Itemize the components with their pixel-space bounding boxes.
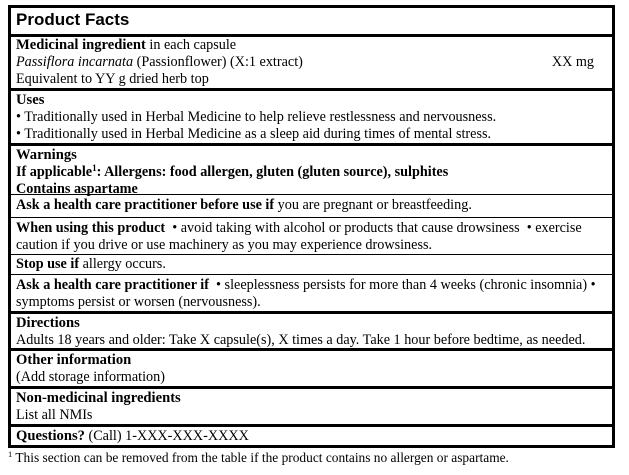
stop-use-label: Stop use if	[16, 255, 80, 272]
directions-text: Adults 18 years and older: Take X capsule(s), X times a day. Take 1 hour before bedtime, as needed.	[16, 332, 586, 349]
ask-practitioner-label: Ask a health care practitioner if	[16, 277, 209, 294]
other-information-text: (Add storage information)	[16, 369, 165, 386]
ingredient-name	[16, 54, 303, 71]
ask-before-use-label: Ask a health care practitioner before use if	[16, 197, 275, 214]
questions-label: Questions?	[16, 428, 85, 445]
medicinal-heading: Medicinal ingredient	[16, 37, 146, 54]
ask-practitioner-text: • sleeplessness persists for more than 4 weeks (chronic insomnia) • symptoms persist or worsen (nervousness).	[16, 277, 600, 311]
ask-before-use-row	[11, 194, 612, 216]
directions-heading: Directions	[16, 315, 80, 332]
directions-section	[11, 311, 612, 348]
warnings-section	[11, 143, 612, 198]
questions-section	[11, 424, 612, 445]
ingredient-amount: XX mg	[551, 54, 594, 71]
product-facts-table	[8, 5, 615, 448]
warnings-heading: Warnings	[16, 147, 77, 164]
when-using-text: • avoid taking with alcohol or products that cause drowsiness • exercise caution if you drive or use machinery as you may experience drowsiness.	[16, 219, 586, 253]
footnote	[8, 450, 618, 466]
uses-item: • Traditionally used in Herbal Medicine as a sleep aid during times of mental stress.	[16, 126, 492, 143]
when-using-row	[11, 217, 612, 254]
non-medicinal-section	[11, 386, 612, 424]
when-using-label: When using this product	[16, 219, 166, 236]
ingredient-row	[16, 54, 607, 71]
non-medicinal-text: List all NMIs	[16, 407, 93, 424]
allergen-line	[16, 164, 607, 181]
ingredient-common-name: (Passionflower) (X:1 extract)	[133, 54, 303, 71]
other-information-section	[11, 348, 612, 386]
stop-use-text: allergy occurs.	[79, 255, 166, 272]
medicinal-heading-rest: in each capsule	[145, 37, 237, 54]
medicinal-ingredient-section	[11, 34, 612, 88]
uses-item: • Traditionally used in Herbal Medicine to help relieve restlessness and nervousness.	[16, 109, 497, 126]
herb-equivalent: Equivalent to YY g dried herb top	[16, 71, 209, 88]
allergen-list: : Allergens: food allergen, gluten (gluten source), sulphites	[96, 164, 449, 181]
footnote-text: This section can be removed from the table if the product contains no allergen or aspartame.	[12, 450, 509, 465]
medicinal-heading-line	[16, 37, 607, 54]
aspartame-line: Contains aspartame	[16, 181, 138, 198]
allergen-prefix: If applicable	[16, 164, 93, 181]
other-information-heading: Other information	[16, 352, 132, 369]
product-facts-title: Product Facts	[16, 10, 130, 29]
non-medicinal-heading: Non-medicinal ingredients	[16, 390, 181, 407]
uses-heading: Uses	[16, 92, 45, 109]
uses-section	[11, 88, 612, 143]
ask-before-use-text: you are pregnant or breastfeeding.	[274, 197, 472, 214]
stop-use-row	[11, 254, 612, 274]
footnote-marker: 1	[92, 163, 97, 174]
ask-practitioner-row	[11, 274, 612, 311]
ingredient-latin-name: Passiflora incarnata	[16, 54, 134, 71]
questions-phone: (Call) 1-XXX-XXX-XXXX	[84, 428, 249, 445]
footnote-number: 1	[8, 449, 13, 459]
